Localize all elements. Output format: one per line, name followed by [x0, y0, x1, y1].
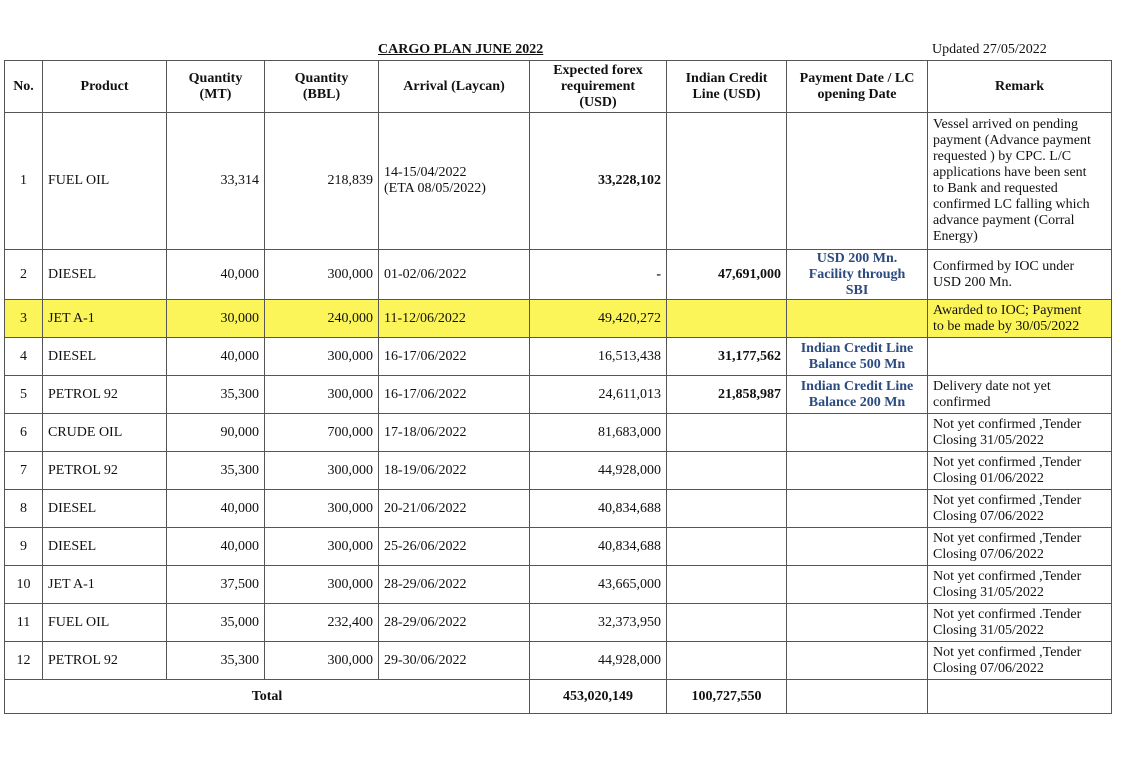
text-line: 17-18/06/2022: [384, 424, 467, 440]
text-line: 18-19/06/2022: [384, 462, 467, 478]
updated-date: Updated 27/05/2022: [932, 42, 1047, 57]
row-arrival: [379, 338, 530, 376]
text-line: to Bank and requested: [933, 181, 1058, 196]
row-arrival: [379, 414, 530, 452]
text-line: Closing 31/05/2022: [933, 432, 1044, 448]
text-line: Expected forex: [553, 62, 643, 78]
row-payment: [787, 376, 928, 414]
row-arrival: [379, 113, 530, 250]
text-line: payment (Advance payment: [933, 133, 1091, 148]
row-product: PETROL 92: [43, 376, 167, 414]
row-no: 3: [5, 300, 43, 338]
row-remark: [928, 250, 1112, 300]
row-payment: [787, 604, 928, 642]
text-line: Awarded to IOC; Payment: [933, 302, 1082, 318]
row-no: 10: [5, 566, 43, 604]
row-qty-mt: 35,300: [167, 376, 265, 414]
row-arrival: [379, 642, 530, 680]
total-remark-cell: [928, 680, 1112, 714]
row-product: DIESEL: [43, 338, 167, 376]
row-forex: 32,373,950: [530, 604, 667, 642]
text-line: Line (USD): [692, 86, 761, 102]
row-qty-bbl: 232,400: [265, 604, 379, 642]
row-arrival: [379, 300, 530, 338]
cargo-plan-table: [4, 60, 1112, 714]
table-row: [5, 300, 1112, 338]
text-line: Balance 200 Mn: [808, 394, 906, 410]
header-no: No.: [5, 61, 43, 113]
row-arrival: [379, 528, 530, 566]
row-forex: 43,665,000: [530, 566, 667, 604]
row-qty-bbl: 300,000: [265, 642, 379, 680]
text-line: 16-17/06/2022: [384, 386, 467, 402]
header-remark: Remark: [928, 61, 1112, 113]
row-qty-bbl: 240,000: [265, 300, 379, 338]
row-no: 4: [5, 338, 43, 376]
text-line: Quantity: [294, 70, 349, 86]
text-line: 14-15/04/2022: [384, 165, 467, 180]
row-payment: [787, 338, 928, 376]
row-qty-mt: 33,314: [167, 113, 265, 250]
total-label: Total: [5, 680, 530, 714]
text-line: 16-17/06/2022: [384, 348, 467, 364]
text-line: 29-30/06/2022: [384, 652, 467, 668]
text-line: to be made by 30/05/2022: [933, 318, 1080, 334]
row-qty-mt: 40,000: [167, 250, 265, 300]
text-line: Indian Credit Line: [800, 340, 914, 356]
text-line: Indian Credit Line: [800, 378, 914, 394]
row-payment: [787, 490, 928, 528]
row-forex: 40,834,688: [530, 528, 667, 566]
row-payment: [787, 566, 928, 604]
row-product: JET A-1: [43, 566, 167, 604]
row-remark: [928, 338, 1112, 376]
header-arrival: Arrival (Laycan): [379, 61, 530, 113]
row-remark: [928, 566, 1112, 604]
row-product: PETROL 92: [43, 452, 167, 490]
row-product: FUEL OIL: [43, 604, 167, 642]
text-line: Closing 07/06/2022: [933, 546, 1044, 562]
row-product: DIESEL: [43, 250, 167, 300]
row-no: 5: [5, 376, 43, 414]
row-qty-mt: 40,000: [167, 528, 265, 566]
row-remark: [928, 300, 1112, 338]
row-remark: [928, 604, 1112, 642]
page-title: CARGO PLAN JUNE 2022: [378, 42, 544, 57]
row-payment: [787, 300, 928, 338]
row-forex: 24,611,013: [530, 376, 667, 414]
row-qty-mt: 35,000: [167, 604, 265, 642]
row-arrival: [379, 250, 530, 300]
row-credit: [667, 113, 787, 250]
row-remark: [928, 376, 1112, 414]
row-forex: 44,928,000: [530, 642, 667, 680]
row-payment: [787, 452, 928, 490]
row-payment: [787, 113, 928, 250]
table-row: [5, 528, 1112, 566]
table-row: [5, 376, 1112, 414]
row-no: 7: [5, 452, 43, 490]
text-line: Not yet confirmed ,Tender: [933, 530, 1082, 546]
row-credit: [667, 490, 787, 528]
row-credit: 47,691,000: [667, 250, 787, 300]
row-payment: [787, 414, 928, 452]
text-line: Not yet confirmed ,Tender: [933, 568, 1082, 584]
header-forex: [530, 61, 667, 113]
total-forex: 453,020,149: [530, 680, 667, 714]
text-line: requested ) by CPC. L/C: [933, 149, 1072, 164]
text-line: Closing 31/05/2022: [933, 584, 1044, 600]
row-credit: [667, 604, 787, 642]
row-qty-bbl: 300,000: [265, 250, 379, 300]
row-arrival: [379, 452, 530, 490]
row-remark: [928, 490, 1112, 528]
row-qty-bbl: 300,000: [265, 338, 379, 376]
table-row: [5, 250, 1112, 300]
text-line: 01-02/06/2022: [384, 266, 467, 282]
row-forex: 49,420,272: [530, 300, 667, 338]
row-no: 6: [5, 414, 43, 452]
row-remark: [928, 414, 1112, 452]
row-credit: [667, 642, 787, 680]
row-qty-mt: 40,000: [167, 338, 265, 376]
row-credit: [667, 528, 787, 566]
row-product: CRUDE OIL: [43, 414, 167, 452]
text-line: Facility through: [808, 266, 906, 282]
text-line: (ETA 08/05/2022): [384, 181, 486, 196]
row-product: DIESEL: [43, 528, 167, 566]
text-line: Not yet confirmed ,Tender: [933, 416, 1082, 432]
row-qty-bbl: 300,000: [265, 376, 379, 414]
text-line: 28-29/06/2022: [384, 614, 467, 630]
row-no: 9: [5, 528, 43, 566]
row-payment: [787, 642, 928, 680]
text-line: Balance 500 Mn: [808, 356, 906, 372]
row-product: DIESEL: [43, 490, 167, 528]
text-line: Payment Date / LC: [799, 70, 915, 86]
row-product: JET A-1: [43, 300, 167, 338]
row-remark: [928, 642, 1112, 680]
row-no: 12: [5, 642, 43, 680]
header-payment: [787, 61, 928, 113]
text-line: 20-21/06/2022: [384, 500, 467, 516]
table-row: [5, 566, 1112, 604]
row-forex: 81,683,000: [530, 414, 667, 452]
text-line: Closing 07/06/2022: [933, 508, 1044, 524]
row-qty-bbl: 300,000: [265, 490, 379, 528]
row-forex: 16,513,438: [530, 338, 667, 376]
text-line: Energy): [933, 229, 978, 244]
header-qty-mt: [167, 61, 265, 113]
row-qty-bbl: 300,000: [265, 528, 379, 566]
row-product: PETROL 92: [43, 642, 167, 680]
row-no: 8: [5, 490, 43, 528]
row-product: FUEL OIL: [43, 113, 167, 250]
row-forex: -: [530, 250, 667, 300]
row-qty-mt: 35,300: [167, 642, 265, 680]
row-qty-mt: 35,300: [167, 452, 265, 490]
row-remark: [928, 528, 1112, 566]
row-forex: 44,928,000: [530, 452, 667, 490]
row-payment: [787, 250, 928, 300]
row-qty-bbl: 300,000: [265, 452, 379, 490]
total-row: [5, 680, 1112, 714]
text-line: (MT): [199, 86, 232, 102]
text-line: Not yet confirmed ,Tender: [933, 644, 1082, 660]
header-product: Product: [43, 61, 167, 113]
header-qty-bbl: [265, 61, 379, 113]
text-line: SBI: [845, 282, 869, 298]
table-row: [5, 642, 1112, 680]
text-line: Vessel arrived on pending: [933, 117, 1079, 132]
text-line: Closing 07/06/2022: [933, 660, 1044, 676]
row-qty-mt: 40,000: [167, 490, 265, 528]
text-line: (USD): [579, 94, 617, 110]
table-row: [5, 452, 1112, 490]
text-line: requirement: [560, 78, 636, 94]
text-line: USD 200 Mn.: [816, 250, 898, 266]
text-line: Indian Credit: [685, 70, 768, 86]
row-qty-mt: 90,000: [167, 414, 265, 452]
total-credit: 100,727,550: [667, 680, 787, 714]
row-qty-mt: 37,500: [167, 566, 265, 604]
row-remark: [928, 113, 1112, 250]
row-forex: 40,834,688: [530, 490, 667, 528]
text-line: (BBL): [302, 86, 341, 102]
row-remark: [928, 452, 1112, 490]
text-line: USD 200 Mn.: [933, 274, 1012, 290]
row-qty-bbl: 218,839: [265, 113, 379, 250]
row-credit: [667, 414, 787, 452]
text-line: opening Date: [817, 86, 897, 102]
row-payment: [787, 528, 928, 566]
text-line: 28-29/06/2022: [384, 576, 467, 592]
table-row: [5, 604, 1112, 642]
text-line: Closing 01/06/2022: [933, 470, 1044, 486]
row-qty-bbl: 300,000: [265, 566, 379, 604]
row-no: 2: [5, 250, 43, 300]
total-payment-cell: [787, 680, 928, 714]
text-line: Closing 31/05/2022: [933, 622, 1044, 638]
text-line: Not yet confirmed ,Tender: [933, 492, 1082, 508]
row-no: 11: [5, 604, 43, 642]
text-line: Quantity: [188, 70, 243, 86]
text-line: applications have been sent: [933, 165, 1087, 180]
row-credit: [667, 300, 787, 338]
text-line: advance payment (Corral: [933, 213, 1075, 228]
row-credit: [667, 452, 787, 490]
row-credit: 31,177,562: [667, 338, 787, 376]
row-arrival: [379, 604, 530, 642]
header-row: [5, 61, 1112, 113]
table-row: [5, 414, 1112, 452]
text-line: Not yet confirmed .Tender: [933, 606, 1082, 622]
row-arrival: [379, 376, 530, 414]
text-line: Delivery date not yet: [933, 378, 1051, 394]
row-qty-mt: 30,000: [167, 300, 265, 338]
row-qty-bbl: 700,000: [265, 414, 379, 452]
text-line: Not yet confirmed ,Tender: [933, 454, 1082, 470]
text-line: 11-12/06/2022: [384, 310, 466, 326]
table-body: [5, 113, 1112, 680]
row-credit: 21,858,987: [667, 376, 787, 414]
text-line: 25-26/06/2022: [384, 538, 467, 554]
row-no: 1: [5, 113, 43, 250]
text-line: Confirmed by IOC under: [933, 258, 1075, 274]
row-arrival: [379, 490, 530, 528]
table-row: [5, 113, 1112, 250]
text-line: confirmed LC falling which: [933, 197, 1090, 212]
row-forex: 33,228,102: [530, 113, 667, 250]
text-line: confirmed: [933, 394, 991, 410]
table-row: [5, 338, 1112, 376]
row-credit: [667, 566, 787, 604]
table-row: [5, 490, 1112, 528]
header-credit: [667, 61, 787, 113]
row-arrival: [379, 566, 530, 604]
